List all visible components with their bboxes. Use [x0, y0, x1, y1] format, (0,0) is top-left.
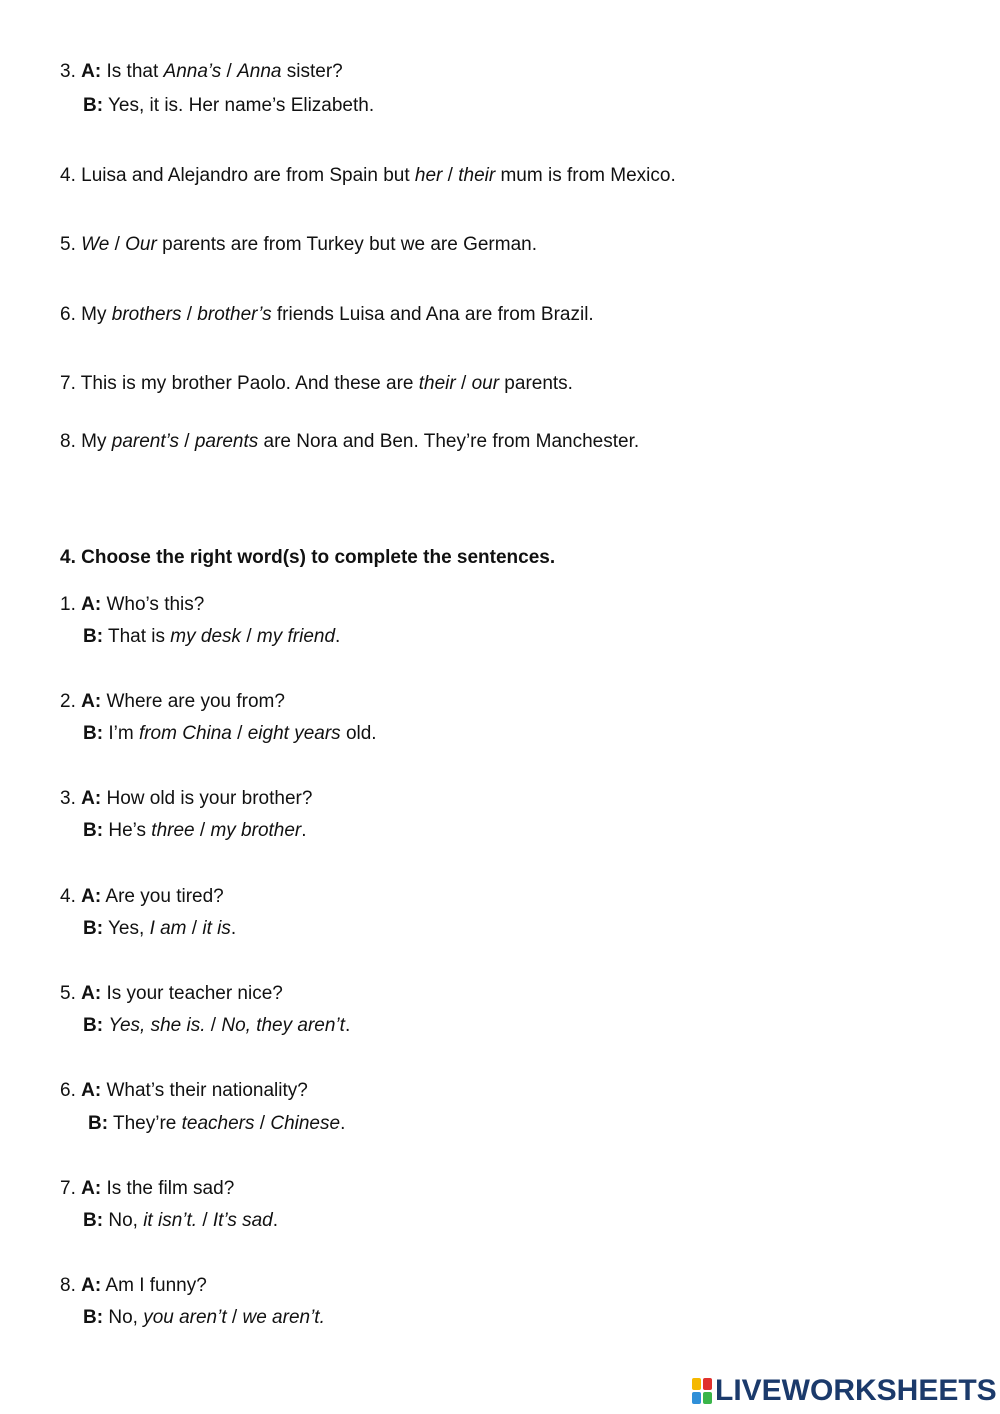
s4-item-1-a: 1. A: Who’s this?: [60, 594, 205, 615]
s4-item-6-a: 6. A: What’s their nationality?: [60, 1080, 308, 1101]
s4-item-2-a: 2. A: Where are you from?: [60, 691, 285, 712]
choice-option[interactable]: Our: [125, 234, 157, 255]
logo-square: [703, 1378, 712, 1390]
choice-option[interactable]: Yes, she is.: [108, 1015, 206, 1036]
choice-option[interactable]: her: [414, 165, 443, 186]
s4-item-5-b: B: Yes, she is. / No, they aren’t.: [83, 1015, 351, 1036]
s3-item-3-b: B: Yes, it is. Her name’s Elizabeth.: [83, 95, 375, 116]
choice-option[interactable]: We: [81, 234, 110, 255]
s4-item-7-a: 7. A: Is the film sad?: [60, 1178, 235, 1199]
choice-option[interactable]: you aren’t: [143, 1307, 227, 1328]
logo-square: [703, 1392, 712, 1404]
s3-item-3-a: 3. A: Is that Anna’s / Anna sister?: [60, 61, 343, 82]
section-heading: 4. Choose the right word(s) to complete the sentences.: [60, 547, 556, 568]
choice-option[interactable]: Anna: [237, 61, 282, 82]
s3-item-7: 7. This is my brother Paolo. And these are their / our parents.: [60, 373, 573, 394]
s3-item-8: 8. My parent’s / parents are Nora and Ben. They’re from Manchester.: [60, 431, 640, 452]
choice-option[interactable]: I am: [149, 918, 187, 939]
s4-item-8-b: B: No, you aren’t / we aren’t.: [83, 1307, 325, 1328]
logo-text: LIVEWORKSHEETS: [715, 1374, 997, 1407]
s4-item-5-a: 5. A: Is your teacher nice?: [60, 983, 283, 1004]
choice-option[interactable]: It’s sad: [212, 1210, 273, 1231]
s3-item-4: 4. Luisa and Alejandro are from Spain but her / their mum is from Mexico.: [60, 165, 676, 186]
s4-item-1-b: B: That is my desk / my friend.: [83, 626, 341, 647]
choice-option[interactable]: Chinese: [270, 1113, 341, 1134]
choice-option[interactable]: my brother: [210, 820, 302, 841]
choice-option[interactable]: their: [418, 373, 456, 394]
logo-square: [692, 1392, 701, 1404]
s4-item-4-a: 4. A: Are you tired?: [60, 886, 224, 907]
s4-item-6-b: B: They’re teachers / Chinese.: [88, 1113, 346, 1134]
choice-option[interactable]: No, they aren’t: [221, 1015, 345, 1036]
logo-square: [692, 1378, 701, 1390]
choice-option[interactable]: parents: [194, 431, 259, 452]
choice-option[interactable]: their: [458, 165, 496, 186]
s4-item-7-b: B: No, it isn’t. / It’s sad.: [83, 1210, 279, 1231]
s3-item-6: 6. My brothers / brother’s friends Luisa and Ana are from Brazil.: [60, 304, 594, 325]
choice-option[interactable]: we aren’t.: [242, 1307, 325, 1328]
choice-option[interactable]: from China: [138, 723, 232, 744]
choice-option[interactable]: it is: [202, 918, 231, 939]
choice-option[interactable]: parent’s: [111, 431, 180, 452]
s4-item-3-a: 3. A: How old is your brother?: [60, 788, 313, 809]
choice-option[interactable]: my friend: [256, 626, 336, 647]
choice-option[interactable]: brothers: [111, 304, 182, 325]
liveworksheets-logo-icon: [692, 1378, 712, 1404]
s4-item-3-b: B: He’s three / my brother.: [83, 820, 307, 841]
choice-option[interactable]: our: [471, 373, 500, 394]
s3-item-5: 5. We / Our parents are from Turkey but we are German.: [60, 234, 538, 255]
liveworksheets-logo[interactable]: [692, 1374, 997, 1408]
choice-option[interactable]: brother’s: [197, 304, 272, 325]
s4-item-8-a: 8. A: Am I funny?: [60, 1275, 207, 1296]
choice-option[interactable]: Anna’s: [163, 61, 222, 82]
choice-option[interactable]: my desk: [170, 626, 242, 647]
choice-option[interactable]: it isn’t.: [143, 1210, 198, 1231]
s4-item-2-b: B: I’m from China / eight years old.: [83, 723, 377, 744]
choice-option[interactable]: eight years: [247, 723, 341, 744]
s4-item-4-b: B: Yes, I am / it is.: [83, 918, 237, 939]
choice-option[interactable]: teachers: [181, 1113, 255, 1134]
choice-option[interactable]: three: [151, 820, 195, 841]
